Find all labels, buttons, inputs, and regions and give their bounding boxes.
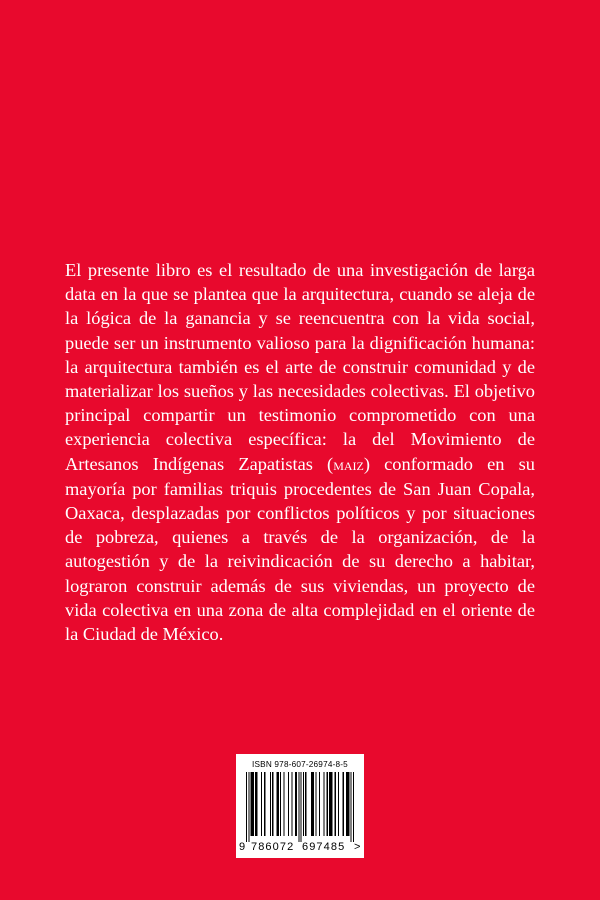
barcode-bar (346, 772, 347, 836)
barcode-bar (348, 772, 349, 836)
barcode-bar (303, 772, 304, 836)
barcode-bar (277, 772, 278, 836)
barcode-bar (331, 772, 332, 836)
barcode-bar (301, 772, 302, 842)
ean-first-digit: 9 (239, 841, 246, 853)
ean-digits (236, 841, 364, 855)
barcode-bar (305, 772, 306, 836)
barcode-bar (351, 772, 352, 842)
ean-left-group: 786072 (251, 841, 295, 853)
barcode-bar (347, 772, 348, 836)
barcode-bar (284, 772, 285, 836)
barcode-bar (327, 772, 328, 836)
quiet-zone-marker: > (354, 841, 361, 853)
barcode-bar (295, 772, 296, 836)
barcode-bar (252, 772, 253, 836)
isbn-barcode (236, 754, 364, 858)
blurb-text-part-2: ) conformado en su mayoría por familias triquis procedentes de San Juan Copala, Oaxaca, desplazadas por conflictos políticos y por situaciones de pobreza, quienes a través de la organización, de la autogestión y de la reivindicación de su derecho a habitar, lograron construir además de sus viviendas, un proyecto de vida colectiva en una zona de alta complejidad en el oriente de la Ciudad de México. (65, 453, 535, 645)
barcode-bar (298, 772, 299, 842)
barcode-bar (319, 772, 320, 836)
blurb-text-part-1: El presente libro es el resultado de una investigación de larga data en la que se plantea que la arquitectura, cuando se aleja de la lógica de la ganancia y se reencuentra con la vida social, puede ser un instrumento valioso para la dignificación humana: la arquitectura también es el arte de construir comunidad y de materializar los sueños y las necesidades colectivas. El objetivo principal compartir un testimonio comprometido con una experiencia colectiva específica: la del Movimiento de Artesanos Indígenas Zapatistas ( (65, 260, 535, 474)
barcode-bar (313, 772, 314, 836)
barcode-bar (335, 772, 336, 836)
barcode-bar (255, 772, 256, 836)
barcode-bars (246, 772, 354, 842)
barcode-bar (288, 772, 289, 836)
barcode-bar (323, 772, 324, 836)
barcode-bar (278, 772, 279, 836)
barcode-bar (291, 772, 292, 836)
barcode-bar (315, 772, 316, 836)
barcode-bar (296, 772, 297, 836)
barcode-bar (251, 772, 252, 836)
back-cover-blurb (65, 258, 535, 646)
barcode-bar (246, 772, 247, 842)
ean-right-group: 697485 (302, 841, 346, 853)
barcode-bar (343, 772, 344, 836)
barcode-bar (253, 772, 254, 836)
barcode-bar (311, 772, 312, 836)
barcode-bar (353, 772, 354, 842)
barcode-bar (270, 772, 271, 836)
barcode-bar (312, 772, 313, 836)
barcode-bar (256, 772, 257, 836)
barcode-bar (330, 772, 331, 836)
barcode-bar (264, 772, 265, 836)
blurb-acronym: maiz (333, 454, 364, 474)
barcode-bar (261, 772, 262, 836)
barcode-bar (248, 772, 249, 842)
barcode-bar (280, 772, 281, 836)
barcode-bar (329, 772, 330, 836)
barcode-bar (338, 772, 339, 836)
barcode-bar (272, 772, 273, 836)
isbn-label: ISBN 978-607-26974-8-5 (252, 760, 348, 769)
